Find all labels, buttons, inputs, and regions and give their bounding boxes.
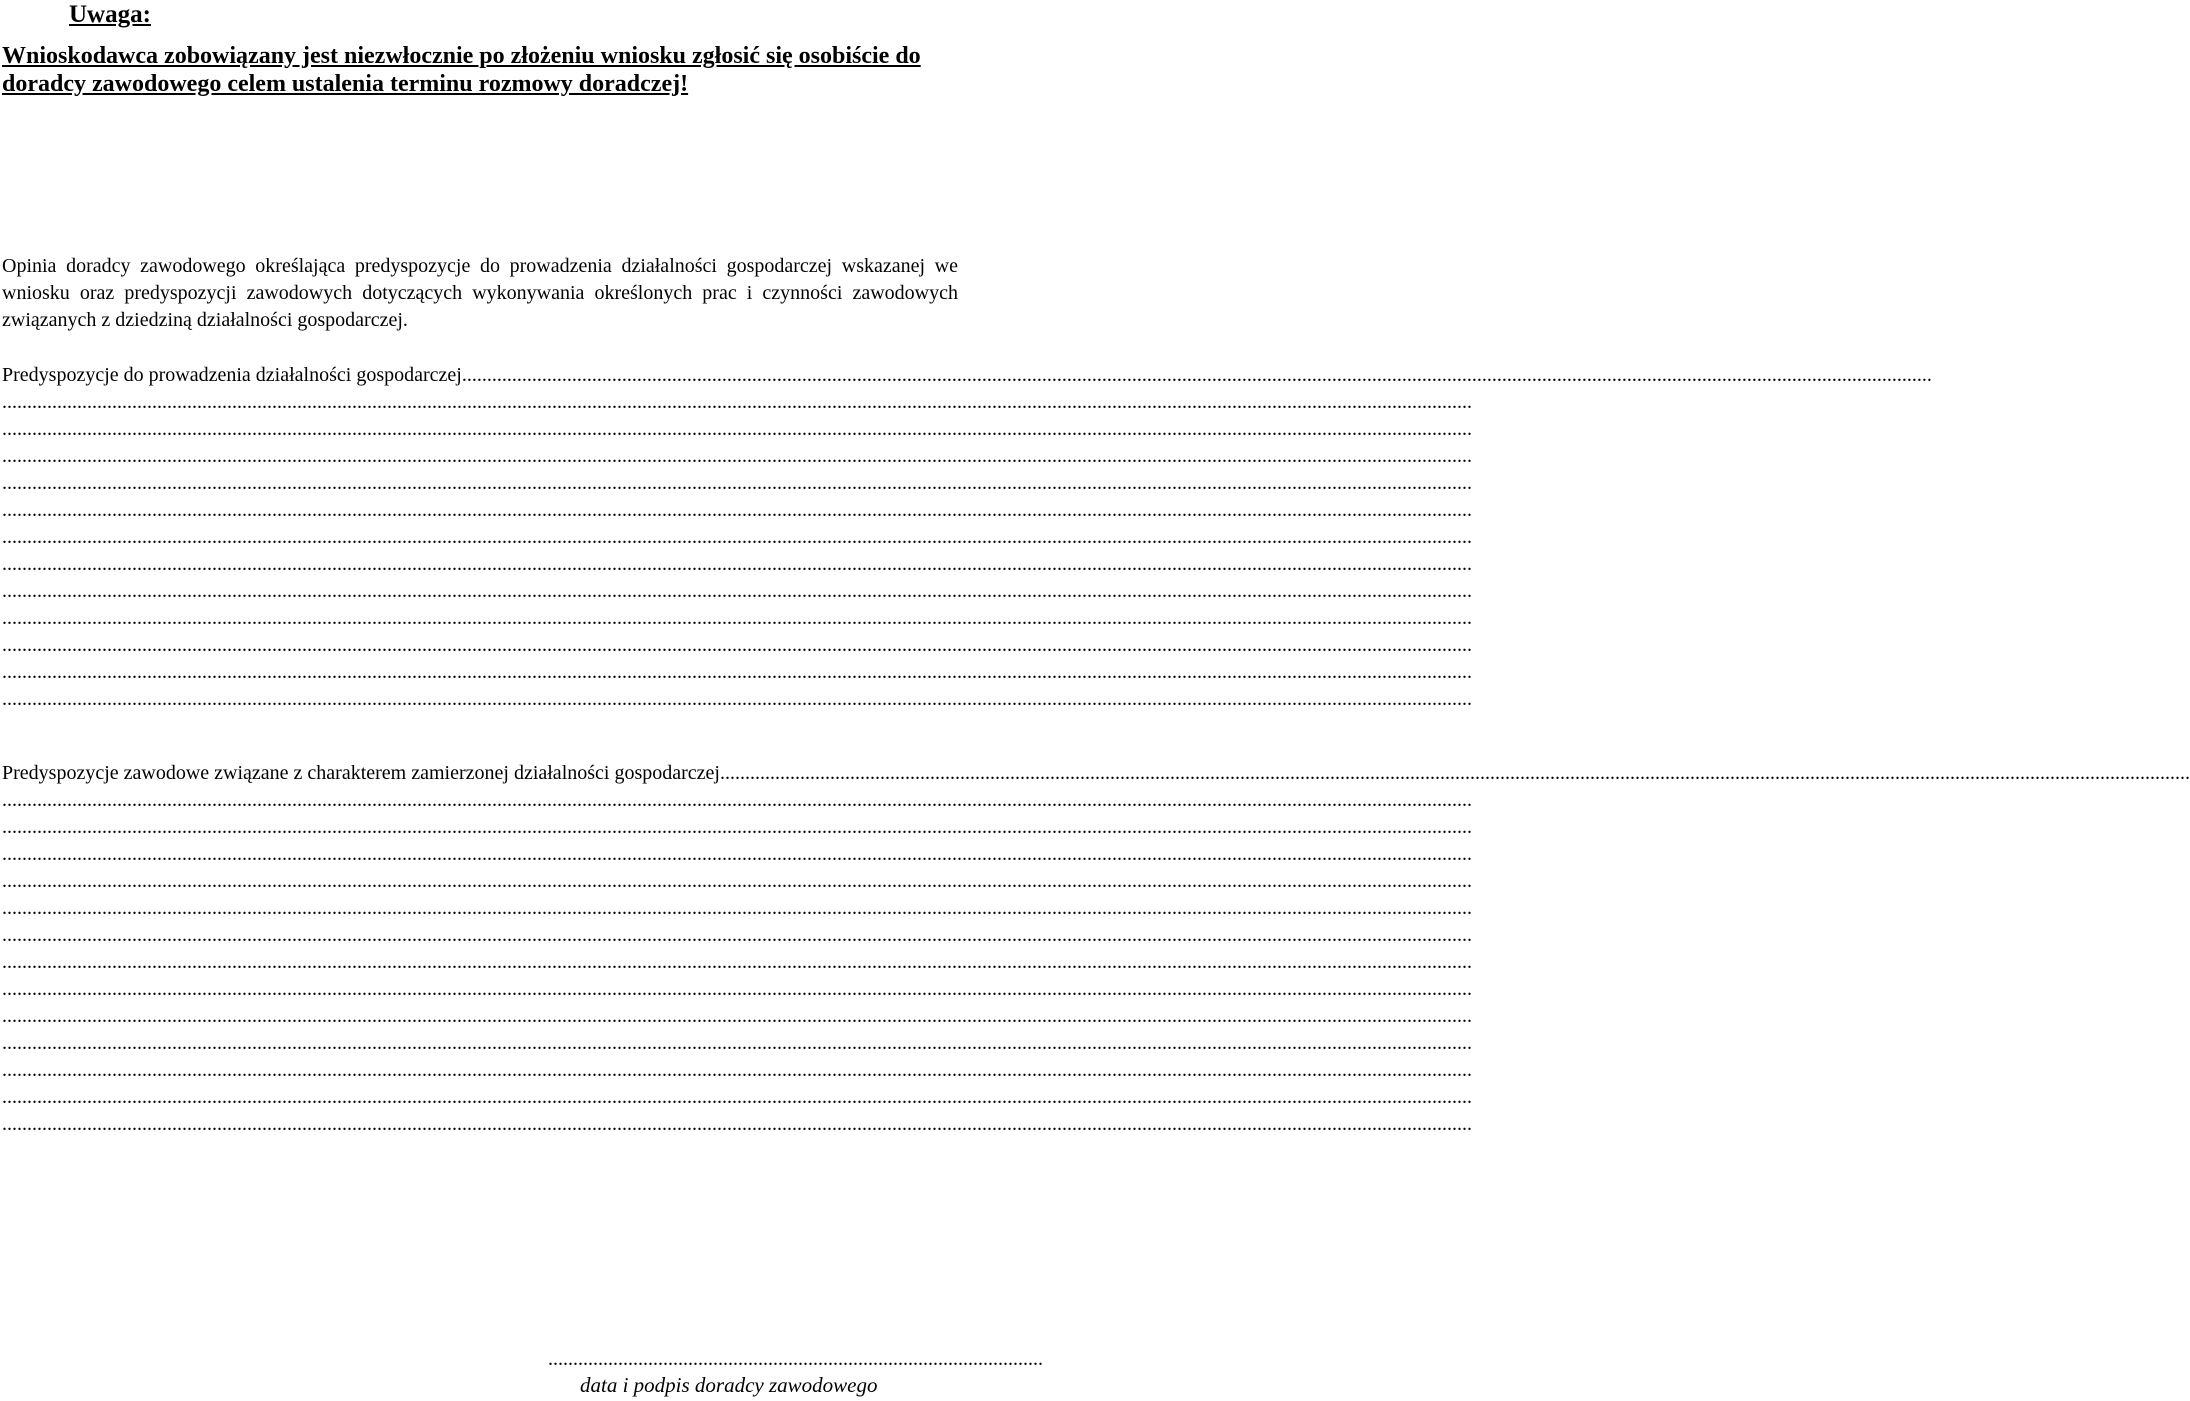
blank-answer-lines[interactable] [2,389,1472,713]
answer-dot-line[interactable]: ...................................................................................................................................................................................................................................................................................................... [2,816,1472,838]
answer-dot-line[interactable]: ...................................................................................................................................................................................................................................................................................................... [2,499,1472,521]
blank-answer-lines[interactable] [2,787,1472,1138]
answer-dot-line[interactable]: ...................................................................................................................................................................................................................................................................................................... [2,445,1472,467]
section-heading: Predyspozycje zawodowe związane z charakterem zamierzonej działalności gospodarczej [2,762,720,784]
answer-dot-line[interactable]: ...................................................................................................................................................................................................................................................................................................... [2,472,1472,494]
section-heading-line [2,362,1932,389]
answer-dot-line[interactable]: ...................................................................................................................................................................................................................................................................................................... [2,924,1472,946]
section-heading-line [2,760,2190,787]
heading-dot-fill: ...................................................................................................................................................................................................................................................................................................... [719,762,2190,784]
answer-dot-line[interactable]: ...................................................................................................................................................................................................................................................................................................... [2,870,1472,892]
warning-title: Uwaga: [69,1,151,28]
signature-dot-line[interactable]: ................................................................................................... [548,1348,1043,1370]
answer-dot-line[interactable]: ...................................................................................................................................................................................................................................................................................................... [2,634,1472,656]
answer-dot-line[interactable]: ...................................................................................................................................................................................................................................................................................................... [2,1032,1472,1054]
section-business-predispositions [2,362,1932,713]
heading-dot-fill: ...................................................................................................................................................................................................................................................................................................... [461,364,1932,386]
answer-dot-line[interactable]: ...................................................................................................................................................................................................................................................................................................... [2,789,1472,811]
signature-block [548,1346,1043,1398]
warning-text: Wnioskodawca zobowiązany jest niezwłocznie po złożeniu wniosku zgłosić się osobiście do doradcy zawodowego celem ustalenia terminu rozmowy doradczej! [2,43,921,97]
answer-dot-line[interactable]: ...................................................................................................................................................................................................................................................................................................... [2,843,1472,865]
section-heading: Predyspozycje do prowadzenia działalności gospodarczej [2,364,462,386]
answer-dot-line[interactable]: ...................................................................................................................................................................................................................................................................................................... [2,391,1472,413]
answer-dot-line[interactable]: ...................................................................................................................................................................................................................................................................................................... [2,553,1472,575]
answer-dot-line[interactable]: ...................................................................................................................................................................................................................................................................................................... [2,688,1472,710]
answer-dot-line[interactable]: ...................................................................................................................................................................................................................................................................................................... [2,978,1472,1000]
answer-dot-line[interactable]: ...................................................................................................................................................................................................................................................................................................... [2,607,1472,629]
answer-dot-line[interactable]: ...................................................................................................................................................................................................................................................................................................... [2,1086,1472,1108]
signature-caption: data i podpis doradcy zawodowego [580,1373,878,1397]
answer-dot-line[interactable]: ...................................................................................................................................................................................................................................................................................................... [2,951,1472,973]
advisor-opinion-intro: Opinia doradcy zawodowego określająca predyspozycje do prowadzenia działalności gospodarczej wskazanej we wniosku oraz predyspozycji zawodowych dotyczących wykonywania określonych prac i czynności zawodowych związanych z dziedziną działalności gospodarczej. [2,255,958,331]
answer-dot-line[interactable]: ...................................................................................................................................................................................................................................................................................................... [2,897,1472,919]
answer-dot-line[interactable]: ...................................................................................................................................................................................................................................................................................................... [2,580,1472,602]
answer-dot-line[interactable]: ...................................................................................................................................................................................................................................................................................................... [2,526,1472,548]
answer-dot-line[interactable]: ...................................................................................................................................................................................................................................................................................................... [2,1113,1472,1135]
answer-dot-line[interactable]: ...................................................................................................................................................................................................................................................................................................... [2,661,1472,683]
answer-dot-line[interactable]: ...................................................................................................................................................................................................................................................................................................... [2,418,1472,440]
answer-dot-line[interactable]: ...................................................................................................................................................................................................................................................................................................... [2,1005,1472,1027]
section-professional-predispositions [2,760,2190,1138]
answer-dot-line[interactable]: ...................................................................................................................................................................................................................................................................................................... [2,1059,1472,1081]
